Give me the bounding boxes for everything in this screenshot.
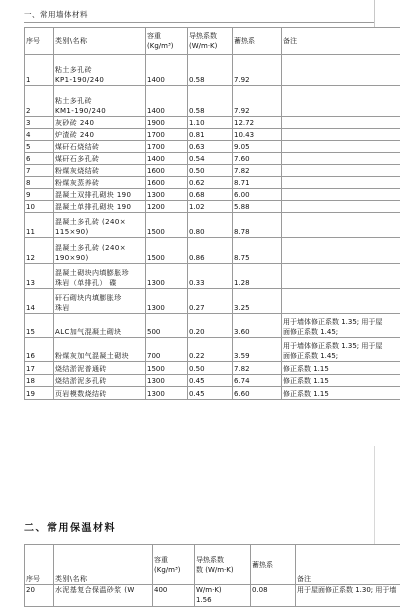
cell-note (282, 289, 400, 314)
table-row (25, 213, 400, 238)
cell-name-line: 烧结淤泥多孔砖 (55, 377, 107, 385)
header-density (146, 28, 188, 55)
cell-name (54, 375, 146, 387)
header-density (153, 545, 195, 585)
cell-name-line: 页岩模数烧结砖 (55, 390, 107, 398)
cell-note (282, 189, 400, 201)
header-note: 备注 (282, 28, 400, 55)
header-note: 备注 (296, 545, 400, 585)
cell-name-line (55, 86, 145, 96)
cell-density: 1300 (146, 375, 188, 387)
cell-density: 1400 (146, 55, 188, 86)
cell-conductivity: 0.80 (188, 213, 233, 238)
cell-density: 1300 (146, 189, 188, 201)
cell-name-line: 粘土多孔砖 (55, 66, 92, 74)
cell-density: 1700 (146, 129, 188, 141)
cell-name (54, 86, 146, 117)
cell-name (54, 264, 146, 289)
cell-note (282, 117, 400, 129)
header-density-unit: (Kg/m³) (147, 42, 174, 50)
cell-note (282, 375, 400, 387)
cell-note (282, 362, 400, 375)
cell-name (54, 129, 146, 141)
cell-note-line: 面修正系数 1.45; (283, 352, 339, 360)
cell-heat-storage: 7.92 (233, 86, 282, 117)
cell-heat-storage: 12.72 (233, 117, 282, 129)
cell-note (282, 55, 400, 86)
cell-heat-storage: 0.08 (251, 585, 296, 607)
cell-density: 1300 (146, 387, 188, 400)
cell-density: 700 (146, 338, 188, 362)
cell-name-line: 混凝土双排孔砌块 190 (55, 191, 132, 199)
table-row (25, 201, 400, 213)
cell-density: 1300 (146, 289, 188, 314)
cell-note: 用于屋面修正系数 1.30; 用于墙 (296, 585, 400, 607)
table-row (25, 129, 400, 141)
cell-name-line: KP1-190/240 (55, 76, 105, 84)
cell-conductivity: 1.02 (188, 201, 233, 213)
cell-conductivity: 0.62 (188, 177, 233, 189)
cell-conductivity: 0.22 (188, 338, 233, 362)
cell-name-line: 灰砂砖 240 (55, 119, 95, 127)
cell-name (54, 153, 146, 165)
cell-no: 6 (25, 153, 54, 165)
insulation-materials-table (24, 544, 400, 607)
table-row (25, 165, 400, 177)
cell-name-line: 粉煤灰蒸养砖 (55, 179, 100, 187)
cell-density: 500 (146, 314, 188, 338)
wall-materials-table (24, 27, 400, 400)
cell-name (54, 238, 146, 264)
cell-no: 2 (25, 86, 54, 117)
cell-note (282, 338, 400, 362)
cell-note-line: 修正系数 1.15 (283, 390, 329, 398)
cell-conductivity: 0.86 (188, 238, 233, 264)
table-row (25, 189, 400, 201)
cell-density: 1700 (146, 141, 188, 153)
cell-density: 1900 (146, 117, 188, 129)
cell-name-line: 190×90) (55, 254, 89, 262)
cell-note-line: 修正系数 1.15 (283, 377, 329, 385)
cell-conductivity: 0.50 (188, 362, 233, 375)
cell-conductivity: 0.45 (188, 375, 233, 387)
cell-heat-storage: 5.88 (233, 201, 282, 213)
cell-note (282, 264, 400, 289)
cell-name (54, 165, 146, 177)
header-no: 序号 (25, 28, 54, 55)
cell-name (54, 201, 146, 213)
table-header-row (25, 545, 400, 585)
cell-heat-storage: 6.74 (233, 375, 282, 387)
cell-no: 10 (25, 201, 54, 213)
cell-conductivity: 0.68 (188, 189, 233, 201)
table-row (25, 153, 400, 165)
divider (24, 22, 374, 23)
table-row (25, 314, 400, 338)
header-density-unit: (Kg/m³) (154, 565, 181, 574)
cell-no: 13 (25, 264, 54, 289)
header-no: 序号 (25, 545, 54, 585)
cell-heat-storage: 3.59 (233, 338, 282, 362)
cell-density: 1400 (146, 86, 188, 117)
table-row (25, 585, 400, 607)
cell-density: 400 (153, 585, 195, 607)
cell-conductivity-line: 1.56 (196, 596, 212, 604)
cell-conductivity-line: W/m·K) (196, 586, 222, 594)
cell-name-line: KM1-190/240 (55, 107, 107, 115)
header-heat-storage-label: 蓄热系 (252, 560, 273, 569)
cell-name (54, 314, 146, 338)
header-conductivity (195, 545, 251, 585)
table-row (25, 338, 400, 362)
cell-heat-storage: 7.60 (233, 153, 282, 165)
table-row (25, 375, 400, 387)
cell-name-line: 珠岩 (55, 304, 70, 312)
cell-note (282, 177, 400, 189)
cell-note-line: 用于墙体修正系数 1.35; 用于屋 (283, 342, 383, 350)
cell-density: 1300 (146, 264, 188, 289)
header-conductivity-label: 导热系数 (196, 555, 224, 564)
table-row (25, 289, 400, 314)
cell-heat-storage: 1.28 (233, 264, 282, 289)
cell-note (282, 86, 400, 117)
cell-note-line: 用于墙体修正系数 1.35; 用于屋 (283, 318, 383, 326)
cell-conductivity: 0.54 (188, 153, 233, 165)
cell-note (282, 314, 400, 338)
header-conductivity (188, 28, 233, 55)
cell-no: 12 (25, 238, 54, 264)
cell-heat-storage: 7.82 (233, 165, 282, 177)
section-title-wall-materials: 一、常用墙体材料 (24, 10, 88, 19)
header-heat-storage (251, 545, 296, 585)
cell-conductivity: 0.81 (188, 129, 233, 141)
table-row (25, 55, 400, 86)
cell-no: 17 (25, 362, 54, 375)
cell-no: 8 (25, 177, 54, 189)
cell-name-line: 粉煤灰加气混凝土砌块 (55, 352, 129, 360)
cell-name-line: 混凝土单排孔砌块 190 (55, 203, 132, 211)
header-name: 类别\名称 (54, 545, 153, 585)
table-row (25, 238, 400, 264)
table-row (25, 387, 400, 400)
cell-note (282, 238, 400, 264)
cell-no: 18 (25, 375, 54, 387)
section-title-insulation-materials: 二、常用保温材料 (24, 523, 116, 534)
cell-name (54, 117, 146, 129)
header-conductivity-unit: 数 (W/m·K) (196, 565, 234, 574)
cell-no: 19 (25, 387, 54, 400)
cell-name-line: 混凝土多孔砖 (240× (55, 218, 126, 226)
cell-name-line: 混凝土砌块内填膨胀珍 (55, 269, 129, 277)
cell-heat-storage: 6.00 (233, 189, 282, 201)
cell-conductivity: 0.33 (188, 264, 233, 289)
cell-no: 15 (25, 314, 54, 338)
cell-density: 1500 (146, 238, 188, 264)
cell-note (282, 153, 400, 165)
cell-conductivity: 0.58 (188, 55, 233, 86)
cell-no: 9 (25, 189, 54, 201)
cell-density: 1200 (146, 201, 188, 213)
cell-name (54, 213, 146, 238)
cell-name-line: 烧结淤泥普通砖 (55, 365, 107, 373)
cell-density: 1500 (146, 213, 188, 238)
cell-heat-storage: 8.71 (233, 177, 282, 189)
cell-name-line: 珠岩（单排孔） 碟 (55, 279, 117, 287)
cell-heat-storage: 3.60 (233, 314, 282, 338)
cell-no: 1 (25, 55, 54, 86)
cell-heat-storage: 8.75 (233, 238, 282, 264)
cell-name-line: 混凝土多孔砖 (240× (55, 244, 126, 252)
cell-name (54, 387, 146, 400)
cell-no: 3 (25, 117, 54, 129)
cell-name (54, 141, 146, 153)
cell-density: 1600 (146, 177, 188, 189)
cell-name-line: 煤矸石烧结砖 (55, 143, 100, 151)
cell-no: 16 (25, 338, 54, 362)
cell-name-line: 115×90) (55, 228, 89, 236)
cell-density: 1400 (146, 153, 188, 165)
cell-conductivity: 0.58 (188, 86, 233, 117)
header-density-label: 容重 (154, 555, 168, 564)
header-density-label: 容重 (147, 32, 161, 40)
cell-name (54, 362, 146, 375)
cell-heat-storage: 10.43 (233, 129, 282, 141)
cell-name (54, 55, 146, 86)
cell-note (282, 387, 400, 400)
table-row (25, 86, 400, 117)
cell-heat-storage: 7.92 (233, 55, 282, 86)
cell-name (54, 177, 146, 189)
cell-name (54, 289, 146, 314)
cell-name (54, 189, 146, 201)
cell-name-line: 粉煤灰烧结砖 (55, 167, 100, 175)
cell-note (282, 129, 400, 141)
table-header-row (25, 28, 400, 55)
cell-name-line: 炉渣砖 240 (55, 131, 95, 139)
cell-note-line: 面修正系数 1.45; (283, 328, 339, 336)
cell-no: 5 (25, 141, 54, 153)
cell-note (282, 141, 400, 153)
header-conductivity-label: 导热系数 (189, 32, 217, 40)
cell-name-line: 煤矸石多孔砖 (55, 155, 100, 163)
cell-density: 1600 (146, 165, 188, 177)
cell-heat-storage: 3.25 (233, 289, 282, 314)
page-edge-line (374, 446, 375, 544)
cell-heat-storage: 9.05 (233, 141, 282, 153)
cell-heat-storage: 8.78 (233, 213, 282, 238)
header-conductivity-unit: (W/m·K) (189, 42, 218, 50)
cell-conductivity: 0.27 (188, 289, 233, 314)
cell-conductivity: 0.63 (188, 141, 233, 153)
cell-no: 14 (25, 289, 54, 314)
cell-conductivity: 1.10 (188, 117, 233, 129)
cell-no: 20 (25, 585, 54, 607)
cell-note-line: 修正系数 1.15 (283, 365, 329, 373)
cell-conductivity: 0.45 (188, 387, 233, 400)
cell-name-line: 粘土多孔砖 (55, 97, 92, 105)
cell-note (282, 201, 400, 213)
cell-name: 水泥基复合保温砂浆 (W (54, 585, 153, 607)
page-edge-line (374, 0, 375, 28)
cell-no: 4 (25, 129, 54, 141)
cell-name-line (55, 55, 145, 65)
cell-note (282, 213, 400, 238)
table-row (25, 264, 400, 289)
cell-name (54, 338, 146, 362)
cell-density: 1500 (146, 362, 188, 375)
cell-heat-storage: 7.82 (233, 362, 282, 375)
cell-note (282, 165, 400, 177)
table-row (25, 362, 400, 375)
table-row (25, 117, 400, 129)
header-name: 类别\名称 (54, 28, 146, 55)
table-row (25, 141, 400, 153)
cell-name-line: 矸石砌块内填膨胀珍 (55, 294, 122, 302)
cell-conductivity: 0.20 (188, 314, 233, 338)
cell-conductivity (195, 585, 251, 607)
cell-heat-storage: 6.60 (233, 387, 282, 400)
cell-conductivity: 0.50 (188, 165, 233, 177)
table-row (25, 177, 400, 189)
cell-name-line: ALC加气混凝土砌块 (55, 328, 122, 336)
cell-no: 7 (25, 165, 54, 177)
cell-no: 11 (25, 213, 54, 238)
header-heat-storage: 蓄热系 (233, 28, 282, 55)
